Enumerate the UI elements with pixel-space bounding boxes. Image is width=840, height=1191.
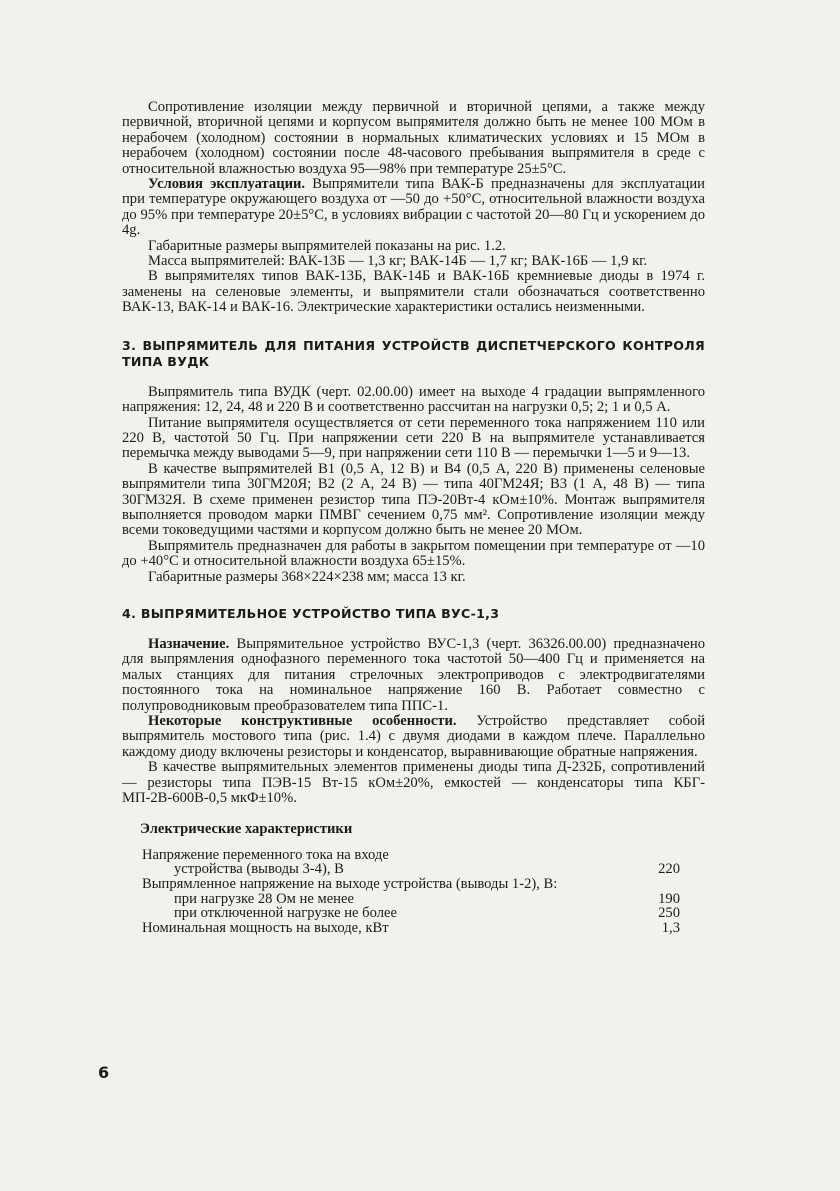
spec-row [142, 862, 680, 877]
spec-row [142, 921, 680, 936]
spec-row [142, 877, 680, 892]
spec-value: 1,3 [661, 919, 680, 936]
spec-label: устройства (выводы 3-4), В [174, 861, 344, 878]
spec-label: при отключенной нагрузке не более [174, 905, 397, 922]
purpose-lead: Назначение. [148, 635, 230, 652]
spec-label: Напряжение переменного тока на входе [142, 846, 389, 863]
section-3-paragraph-5: Габаритные размеры 368×224×238 мм; масса 13 кг. [148, 568, 466, 585]
page-number: 6 [98, 1063, 110, 1082]
design-lead: Некоторые конструктивные особенности. [148, 713, 457, 729]
mass-paragraph: Масса выпрямителей: ВАК-13Б — 1,3 кг; ВАК-14Б — 1,7 кг; ВАК-16Б — 1,9 кг. [148, 253, 648, 270]
design-paragraph [122, 714, 705, 760]
diodes-paragraph: В выпрямителях типов ВАК-13Б, ВАК-14Б и ВАК-16Б кремниевые диоды в 1974 г. заменены на селеновые элементы, и выпрямители стали обозначаться соответственно ВАК-13, ВАК-14 и ВАК-16. Электрические характеристики остались неизменными. [122, 268, 705, 316]
section-3-heading: 3. ВЫПРЯМИТЕЛЬ ДЛЯ ПИТАНИЯ УСТРОЙСТВ ДИСПЕТЧЕРСКОГО КОНТРОЛЯ ТИПА ВУДК [122, 337, 705, 369]
section-3-paragraph-2: Питание выпрямителя осуществляется от сети переменного тока напряжением 110 или 220 В, частотой 50 Гц. При напряжении сети 220 В на выпрямителе устанавливается перемычка между выводами 5—9, при напряжении сети 110 В — перемычки 1—5 и 9—13. [122, 414, 705, 462]
purpose-paragraph [122, 637, 705, 714]
spec-label: при нагрузке 28 Ом не менее [174, 890, 354, 907]
spec-value [620, 877, 680, 892]
electrical-specs-table [142, 848, 680, 936]
purpose-text: Выпрямительное устройство ВУС-1,3 (черт. 36326.00.00) предназначено для выпрямления однофазного переменного тока частотой 50—400 Гц и применяется на малых станциях для питания стрелочных электроприводов с электродвигателями постоянного тока на номинальное напряжение 160 В. Работает совместно с полупроводниковым преобразователем типа ППС-1. [122, 635, 705, 714]
section-3-paragraph-3: В качестве выпрямителей В1 (0,5 А, 12 В) и В4 (0,5 А, 220 В) применены селеновые выпрямители типа 30ГМ20Я; В2 (2 А, 24 В) — типа 40ГМ24Я; В3 (1 А, 48 В) — типа 30ГМ32Я. В схеме применен резистор типа ПЭ-20Вт-4 кОм±10%. Монтаж выпрямителя выполняется проводом марки ПМВГ сечением 0,75 мм². Сопротивление изоляции между всеми токоведущими частями и корпусом должно быть не менее 20 МОм. [122, 460, 705, 539]
operating-conditions-lead: Условия эксплуатации. [148, 176, 306, 193]
spec-row [142, 848, 680, 863]
insulation-paragraph: Сопротивление изоляции между первичной и вторичной цепями, а также между первичной, вторичной цепями и корпусом выпрямителя должно быть не менее 100 МОм в нерабочем (холодном) состоянии в нормальных климатических условиях и 15 МОм в нерабочем (холодном) состоянии после 48-часового пребывания выпрямителя в среде с относительной влажностью воздуха 95—98% при температуре 25±5°С. [122, 99, 705, 177]
spec-label: Выпрямленное напряжение на выходе устройства (выводы 1-2), В: [142, 876, 558, 893]
spec-row [142, 906, 680, 921]
spec-value: 220 [658, 861, 680, 878]
section-3-paragraph-4: Выпрямитель предназначен для работы в закрытом помещении при температуре от —10 до +40°С и относительной влажности воздуха 65±15%. [122, 537, 705, 570]
electrical-characteristics-heading: Электрические характеристики [140, 821, 353, 838]
section-4-heading: 4. ВЫПРЯМИТЕЛЬНОЕ УСТРОЙСТВО ТИПА ВУС-1,3 [122, 605, 500, 621]
text-column [122, 100, 705, 935]
spec-value: 250 [658, 905, 680, 922]
spec-label: Номинальная мощность на выходе, кВт [142, 919, 389, 936]
dimensions-paragraph: Габаритные размеры выпрямителей показаны на рис. 1.2. [148, 237, 506, 254]
elements-paragraph: В качестве выпрямительных элементов применены диоды типа Д-232Б, сопротивлений — резисторы типа ПЭВ-15 Вт-15 кОм±20%, емкостей — конденсаторы типа КБГ-МП-2В-600В-0,5 мкФ±10%. [122, 759, 705, 807]
operating-conditions-paragraph [122, 177, 705, 239]
design-text: Устройство представляет собой выпрямитель мостового типа (рис. 1.4) с двумя диодами в каждом плече. Параллельно каждому диоду включены резисторы и конденсатор, выравнивающие обратные напряжения. [122, 713, 705, 760]
operating-conditions-text: Выпрямители типа ВАК-Б предназначены для эксплуатации при температуре окружающего воздуха от —50 до +50°С, относительной влажности воздуха до 95% при температуре 20±5°С, в условиях вибрации с частотой 20—80 Гц и ускорением до 4g. [122, 176, 705, 239]
section-3-paragraph-1: Выпрямитель типа ВУДК (черт. 02.00.00) имеет на выходе 4 градации выпрямленного напряжения: 12, 24, 48 и 220 В и соответственно рассчитан на нагрузки 0,5; 2; 1 и 0,5 А. [122, 383, 705, 416]
spec-value: 190 [658, 890, 680, 907]
spec-row [142, 892, 680, 907]
spec-value [620, 848, 680, 863]
